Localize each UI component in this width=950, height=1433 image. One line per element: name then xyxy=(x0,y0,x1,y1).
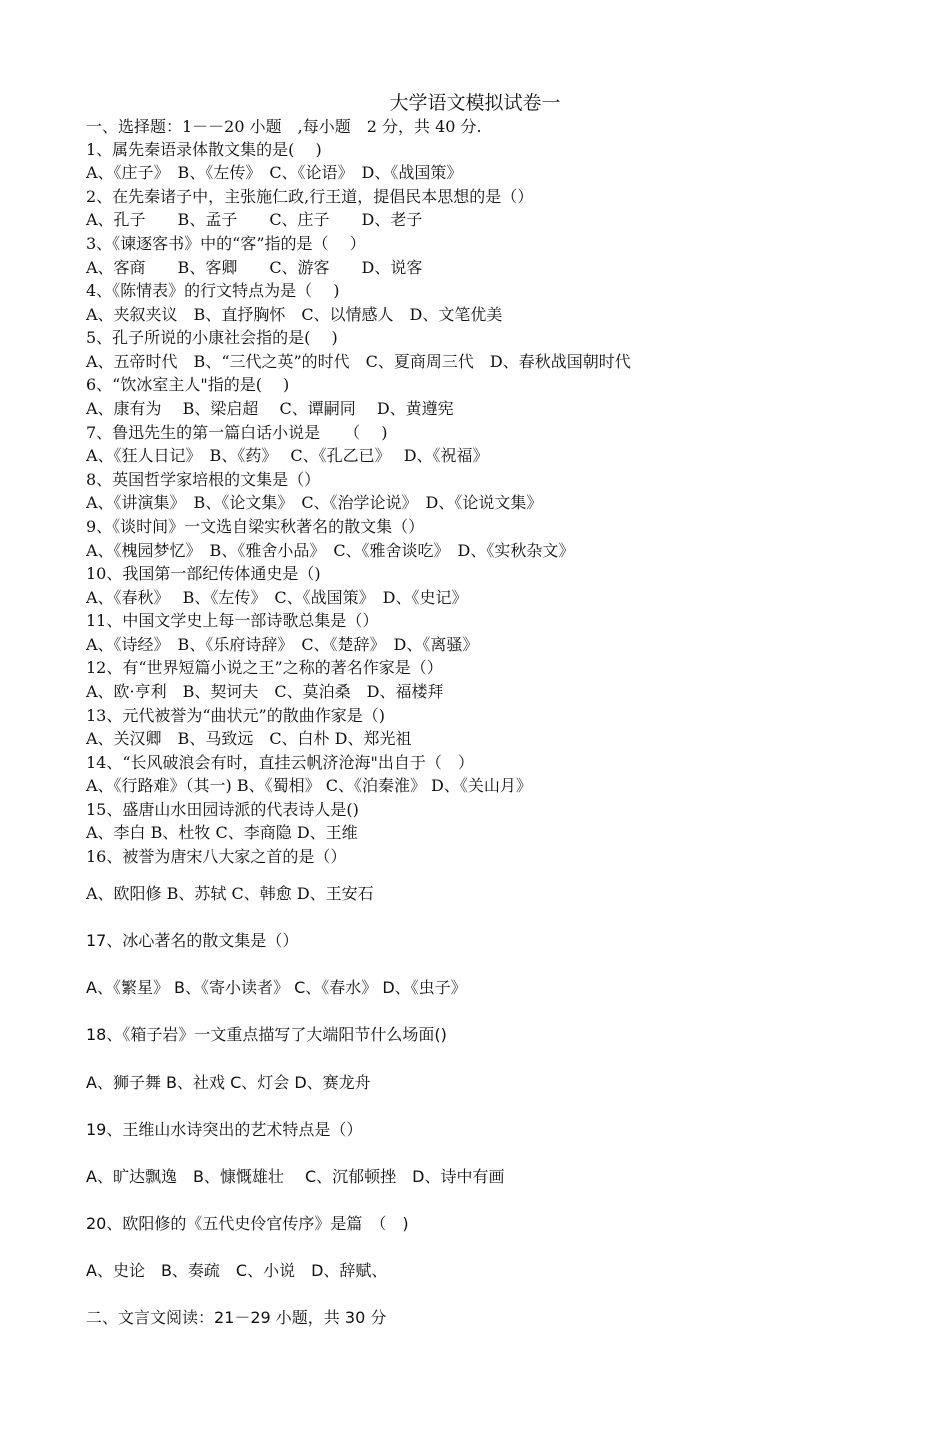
options-11: A、《诗经》 B、《乐府诗辞》 C、《楚辞》 D、《离骚》 xyxy=(86,635,479,654)
options-12: A、欧·亨利 B、契诃夫 C、莫泊桑 D、福楼拜 xyxy=(86,682,444,701)
options-1: A、《庄子》 B、《左传》 C、《论语》 D、《战国策》 xyxy=(86,163,463,182)
options-10: A、《春秋》 B、《左传》 C、《战国策》 D、《史记》 xyxy=(86,588,468,607)
options-17: A、《繁星》 B、《寄小读者》 C、《春水》 D、《虫子》 xyxy=(86,978,467,997)
options-4: A、夹叙夹议 B、直抒胸怀 C、以情感人 D、文笔优美 xyxy=(86,305,503,324)
question-11: 11、中国文学史上每一部诗歌总集是（） xyxy=(86,611,379,630)
options-18: A、狮子舞 B、社戏 C、灯会 D、赛龙舟 xyxy=(86,1073,371,1092)
question-8: 8、英国哲学家培根的文集是（） xyxy=(86,470,321,489)
options-16: A、欧阳修 B、苏轼 C、韩愈 D、王安石 xyxy=(86,884,374,903)
question-3: 3、《谏逐客书》中的“客”指的是（ ） xyxy=(86,234,366,253)
options-14: A、《行路难》（其一) B、《蜀相》 C、《泊秦淮》 D、《关山月》 xyxy=(86,776,532,795)
section1-header: 一、选择题：1－－20 小题 ,每小题 2 分，共 40 分. xyxy=(86,117,482,136)
options-5: A、五帝时代 B、“三代之英”的时代 C、夏商周三代 D、春秋战国朝时代 xyxy=(86,352,631,371)
options-7: A、《狂人日记》 B、《药》 C、《孔乙已》 D、《祝福》 xyxy=(86,446,489,465)
options-15: A、李白 B、杜牧 C、李商隐 D、王维 xyxy=(86,823,358,842)
question-13: 13、元代被誉为“曲状元”的散曲作家是（) xyxy=(86,706,385,725)
options-2: A、孔子 B、孟子 C、庄子 D、老子 xyxy=(86,210,423,229)
page-title: 大学语文模拟试卷一 xyxy=(389,92,561,114)
options-13: A、关汉卿 B、马致远 C、白朴 D、郑光祖 xyxy=(86,729,412,748)
section2-header: 二、文言文阅读：21－29 小题，共 30 分 xyxy=(86,1308,387,1327)
options-9: A、《槐园梦忆》 B、《雅舍小品》 C、《雅舍谈吃》 D、《实秋杂文》 xyxy=(86,541,575,560)
options-6: A、康有为 B、梁启超 C、谭嗣同 D、黄遵宪 xyxy=(86,399,454,418)
question-2: 2、在先秦诸子中，主张施仁政,行王道，提倡民本思想的是（） xyxy=(86,187,534,206)
question-4: 4、《陈情表》的行文特点为是（ ) xyxy=(86,281,340,300)
question-17: 17、冰心著名的散文集是（） xyxy=(86,931,299,950)
question-10: 10、我国第一部纪传体通史是（) xyxy=(86,564,321,583)
options-20: A、史论 B、奏疏 C、小说 D、辞赋、 xyxy=(86,1261,388,1280)
question-5: 5、孔子所说的小康社会指的是( ) xyxy=(86,328,338,347)
question-1: 1、属先秦语录体散文集的是( ) xyxy=(86,140,322,159)
question-16: 16、被誉为唐宋八大家之首的是（） xyxy=(86,847,347,866)
question-7: 7、鲁迅先生的第一篇白话小说是 （ ) xyxy=(86,423,388,442)
options-3: A、客商 B、客卿 C、游客 D、说客 xyxy=(86,258,423,277)
question-6: 6、“饮冰室主人"指的是( ) xyxy=(86,375,290,394)
question-12: 12、有“世界短篇小说之王”之称的著名作家是（） xyxy=(86,658,443,677)
question-20: 20、欧阳修的《五代史伶官传序》是篇 （ ) xyxy=(86,1214,409,1233)
options-19: A、旷达飘逸 B、慷慨雄壮 C、沉郁顿挫 D、诗中有画 xyxy=(86,1167,505,1186)
question-19: 19、王维山水诗突出的艺术特点是（） xyxy=(86,1120,363,1139)
question-9: 9、《谈时间》一文选自梁实秋著名的散文集（） xyxy=(86,517,425,536)
question-14: 14、“长风破浪会有时，直挂云帆济沧海"出自于（ ） xyxy=(86,753,474,772)
question-18: 18、《箱子岩》一文重点描写了大端阳节什么场面() xyxy=(86,1025,447,1044)
options-8: A、《讲演集》 B、《论文集》 C、《治学论说》 D、《论说文集》 xyxy=(86,493,543,512)
question-15: 15、盛唐山水田园诗派的代表诗人是() xyxy=(86,800,359,819)
